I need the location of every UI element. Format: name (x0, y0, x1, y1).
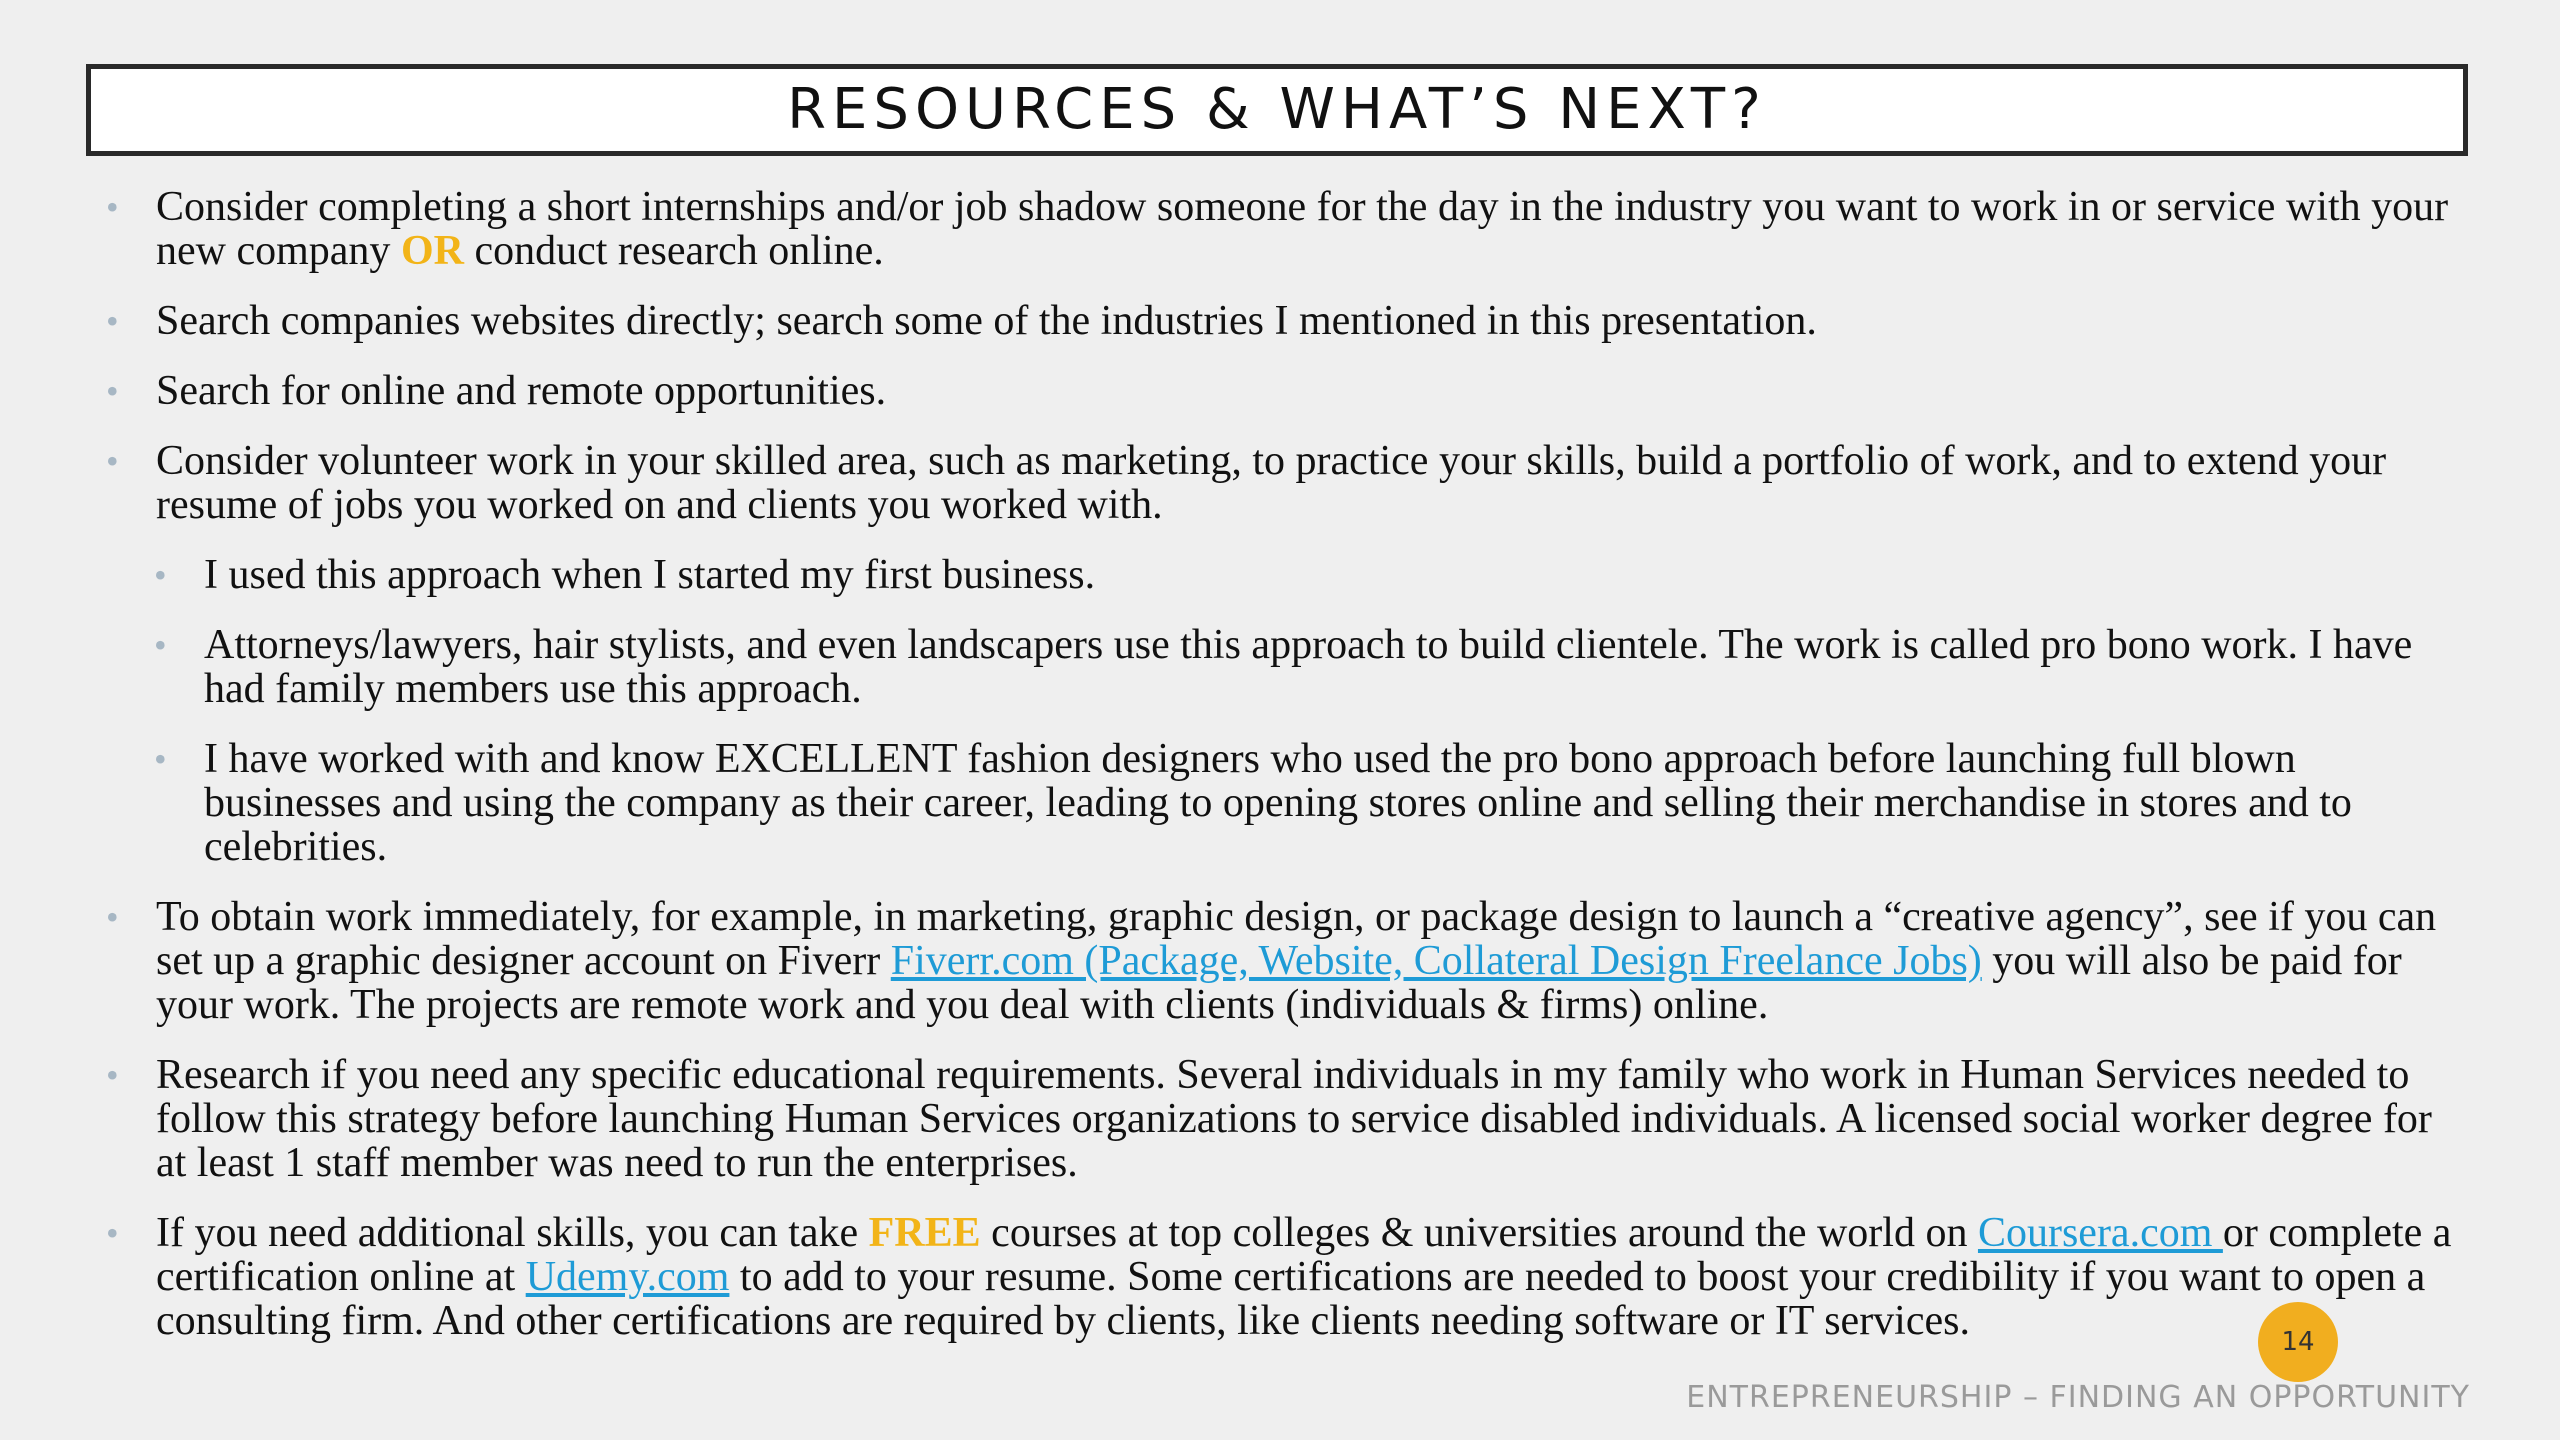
highlight-free: FREE (868, 1210, 981, 1256)
bullet-text: Search companies websites directly; search some of the industries I mentioned in this presentation. (156, 298, 1817, 344)
bullet-text: conduct research online. (463, 228, 884, 274)
bullet-text: I have worked with and know EXCELLENT fashion designers who used the pro bono approach before launching full blown businesses and using the company as their career, leading to opening stores online and selling their merchandise in stores and to celebrities. (204, 736, 2352, 870)
bullet-education (100, 1053, 2460, 1185)
bullet-volunteer (100, 439, 2460, 527)
bullet-text: Consider completing a short internships and/or job shadow someone for the day in the industry you want to work in or service with your new company (156, 184, 2449, 274)
bullet-text: Research if you need any specific educational requirements. Several individuals in my family who work in Human Services needed to follow this strategy before launching Human Services organizations to service disabled individuals. A licensed social worker degree for at least 1 staff member was need to run the enterprises. (156, 1052, 2432, 1186)
bullet-list (100, 185, 2460, 1369)
bullet-text: you will also be paid for your work. The projects are remote work and you deal with clients (individuals & firms) online. (156, 938, 2402, 1028)
slide-footer: ENTREPRENEURSHIP – FINDING AN OPPORTUNITY (1686, 1380, 2470, 1415)
bullet-text: or complete a certification online at (156, 1210, 2452, 1300)
bullet-search-companies (100, 299, 2460, 343)
bullet-fiverr (100, 895, 2460, 1027)
slide-title: RESOURCES & WHAT’S NEXT? (787, 77, 1767, 142)
coursera-link[interactable]: Coursera.com (1977, 1210, 2223, 1256)
bullet-internships (100, 185, 2460, 273)
sub-bullet-fashion-designers (148, 737, 2460, 869)
bullet-additional-skills (100, 1211, 2460, 1343)
bullet-text: Attorneys/lawyers, hair stylists, and even landscapers use this approach to build clientele. The work is called pro bono work. I have had family members use this approach. (204, 622, 2413, 712)
sub-bullet-first-business (148, 553, 2460, 597)
bullet-text: If you need additional skills, you can take (156, 1210, 869, 1256)
sub-bullet-pro-bono (148, 623, 2460, 711)
bullet-text: Search for online and remote opportunities. (156, 368, 887, 414)
highlight-or: OR (400, 228, 464, 274)
page-number-badge (2258, 1302, 2338, 1382)
slide-title-box (86, 64, 2468, 156)
bullet-text: I used this approach when I started my first business. (204, 552, 1096, 598)
page-number: 14 (2281, 1327, 2315, 1357)
udemy-link[interactable]: Udemy.com (525, 1254, 730, 1300)
bullet-text: To obtain work immediately, for example, in marketing, graphic design, or package design to launch a “creative agency”, see if you can set up a graphic designer account on Fiverr (156, 894, 2437, 984)
fiverr-link[interactable]: Fiverr.com (Package, Website, Collateral Design Freelance Jobs) (890, 938, 1982, 984)
bullet-text: to add to your resume. Some certifications are needed to boost your credibility if you want to open a consulting firm. And other certifications are required by clients, like clients needing software or IT services. (156, 1254, 2426, 1344)
bullet-text: courses at top colleges & universities around the world on (980, 1210, 1978, 1256)
bullet-remote (100, 369, 2460, 413)
bullet-text: Consider volunteer work in your skilled area, such as marketing, to practice your skills, build a portfolio of work, and to extend your resume of jobs you worked on and clients you worked with. (156, 438, 2387, 528)
